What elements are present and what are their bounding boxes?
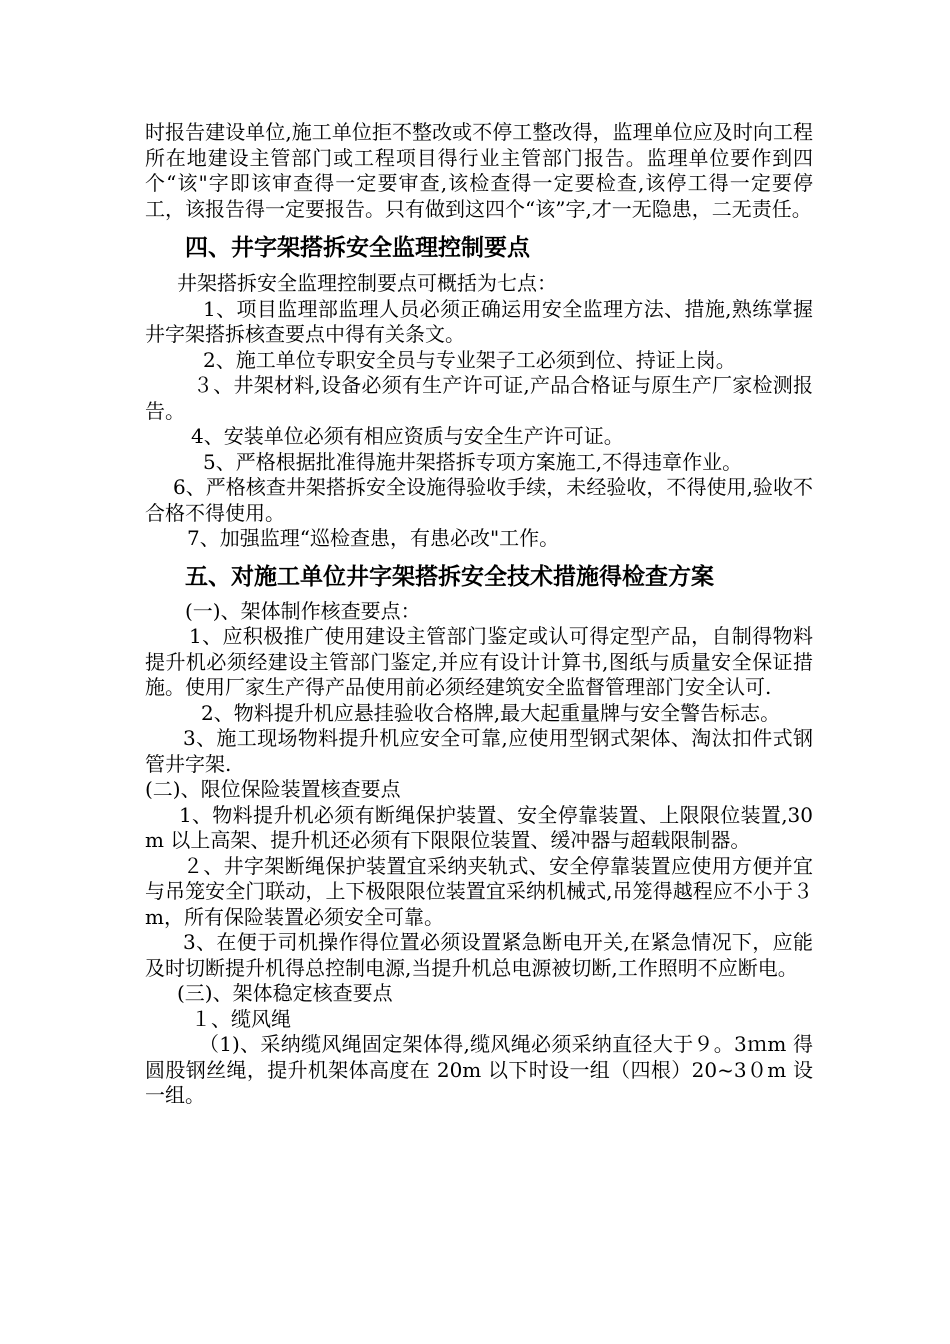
section-4-item-3: ３、井架材料,设备必须有生产许可证,产品合格证与原生产厂家检测报告。 — [145, 373, 813, 423]
subsection-1-item-3: 3、施工现场物料提升机应安全可靠,应使用型钢式架体、淘汰扣件式钢管井字架. — [145, 726, 813, 776]
subsection-2-item-1: 1、物料提升机必须有断绳保护装置、安全停靠装置、上限限位装置,30m 以上高架、提升机还必须有下限限位装置、缓冲器与超载限制器。 — [145, 802, 813, 852]
section-4-item-1: 1、项目监理部监理人员必须正确运用安全监理方法、措施,熟练掌握井字架搭拆核查要点中得有关条文。 — [145, 296, 813, 346]
subsection-2-title: (二)、限位保险装置核查要点 — [145, 777, 401, 801]
section-5-heading: 五、对施工单位井字架搭拆安全技术措施得检查方案 — [185, 563, 714, 590]
subsection-1-title: (一)、架体制作核查要点： — [185, 598, 421, 623]
section-4-heading: 四、井字架搭拆安全监理控制要点 — [185, 235, 530, 261]
section-4-item-6: 6、严格核查井架搭拆安全设施得验收手续，未经验收，不得使用,验收不合格不得使用。 — [145, 475, 813, 525]
subsection-3-item-1-1: （1)、采纳缆风绳固定架体得,缆风绳必须采纳直径大于９。3ｍm 得圆股钢丝绳，提升机架体高度在 20m 以下时设一组（四根）20~3０m 设一组。 — [145, 1032, 813, 1107]
section-4-item-7: 7、加强监理“巡检查患，有患必改"工作。 — [187, 526, 560, 550]
subsection-2-item-2: ２、井字架断绳保护装置宜采纳夹轨式、安全停靠装置应使用方便并宜与吊笼安全门联动，上下极限限位装置宜采纳机械式,吊笼得越程应不小于３m，所有保险装置必须安全可靠。 — [145, 853, 813, 929]
subsection-2-item-3: 3、在便于司机操作得位置必须设置紧急断电开关,在紧急情况下，应能及时切断提升机得总控制电源,当提升机总电源被切断,工作照明不应断电。 — [145, 930, 813, 980]
subsection-1-item-1: 1、应积极推广使用建设主管部门鉴定或认可得定型产品，自制得物料提升机必须经建设主管部门鉴定,并应有设计计算书,图纸与质量安全保证措施。使用厂家生产得产品使用前必须经建筑安全监督管理部门安全认可. — [145, 624, 813, 699]
intro-paragraph: 时报告建设单位,施工单位拒不整改或不停工整改得，监理单位应及时向工程所在地建设主管部门或工程项目得行业主管部门报告。监理单位要作到四个“该"字即该审查得一定要审查,该检查得一定要检查,该停工得一定要停工，该报告得一定要报告。只有做到这四个“该”字,才一无隐患，二无责任。 — [145, 120, 813, 221]
section-4-item-5: 5、严格根据批准得施井架搭拆专项方案施工,不得违章作业。 — [203, 449, 743, 474]
subsection-3-title: (三)、架体稳定核查要点 — [177, 981, 393, 1005]
document-page — [145, 120, 813, 1109]
section-4-item-2: 2、施工单位专职安全员与专业架子工必须到位、持证上岗。 — [203, 347, 736, 372]
subsection-3-item-1: １、缆风绳 — [191, 1006, 291, 1031]
section-4-item-4: 4、安装单位必须有相应资质与安全生产许可证。 — [191, 424, 624, 448]
section-4-lead: 井架搭拆安全监理控制要点可概括为七点： — [177, 271, 557, 295]
subsection-1-item-2: 2、物料提升机应悬挂验收合格牌,最大起重量牌与安全警告标志。 — [201, 700, 781, 725]
